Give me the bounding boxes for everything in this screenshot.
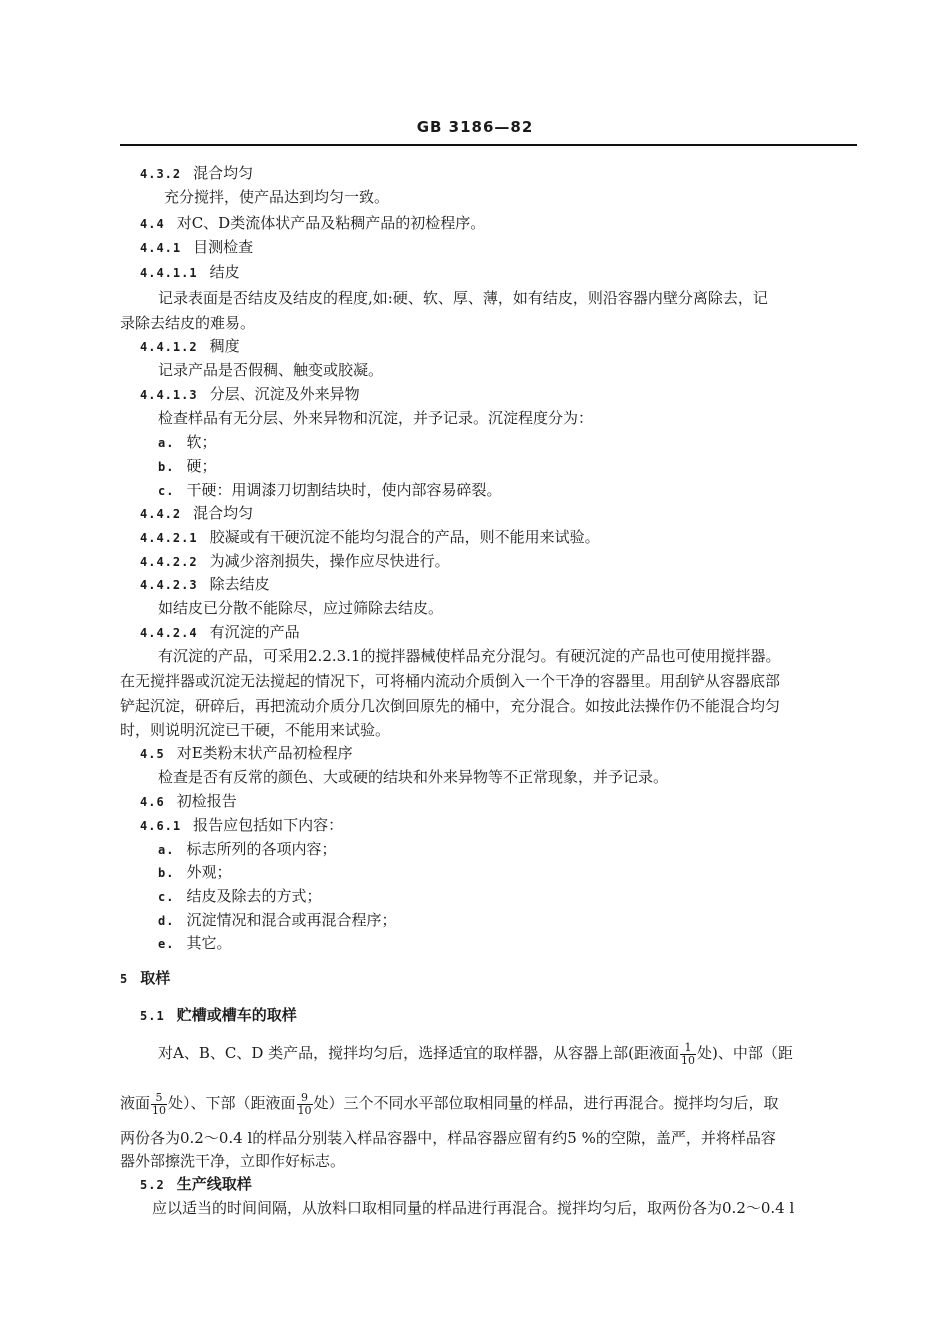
list-item <box>158 456 216 477</box>
section-number: 5.2 <box>140 1178 165 1192</box>
text-run: 处）三个不同水平部位取相同量的样品，进行再混合。搅拌均匀后，取 <box>313 1094 779 1112</box>
section-title: 有沉淀的产品 <box>209 623 300 641</box>
list-text: 沉淀情况和混合或再混合程序； <box>186 911 397 929</box>
paragraph: 在无搅拌器或沉淀无法搅起的情况下，可将桶内流动介质倒入一个干净的容器里。用刮铲从容器底部 <box>120 672 781 690</box>
section-4-5-heading <box>140 743 353 764</box>
section-4-4-2-heading <box>140 503 253 524</box>
paragraph: 检查样品有无分层、外来异物和沉淀，并予记录。沉淀程度分为： <box>158 409 594 427</box>
paragraph: 器外部擦洗干净，立即作好标志。 <box>120 1152 346 1170</box>
section-4-3-2-heading <box>140 163 253 184</box>
section-title: 分层、沉淀及外来异物 <box>209 385 360 403</box>
fraction-numerator: 1 <box>680 1042 696 1055</box>
list-label: e. <box>158 937 175 951</box>
list-label: b. <box>158 866 175 880</box>
fraction-denominator: 10 <box>152 1103 167 1117</box>
fraction-numerator: 5 <box>151 1092 167 1105</box>
section-title: 贮槽或槽车的取样 <box>176 1006 297 1024</box>
list-item <box>158 432 216 453</box>
paragraph: 记录表面是否结皮及结皮的程度,如:硬、软、厚、薄，如有结皮，则沿容器内壁分离除去，记 <box>158 289 768 307</box>
section-4-4-2-2-heading <box>140 551 450 572</box>
section-title: 生产线取样 <box>176 1175 252 1193</box>
document-header: GB 3186—82 <box>416 118 534 136</box>
list-text: 硬； <box>186 457 217 475</box>
paragraph: 记录产品是否假稠、触变或胶凝。 <box>158 361 384 379</box>
list-item <box>158 886 321 907</box>
fraction-denominator: 10 <box>680 1053 695 1067</box>
section-4-4-1-1-heading <box>140 262 240 283</box>
list-text: 标志所列的各项内容； <box>186 840 337 858</box>
paragraph <box>120 1088 779 1118</box>
fraction <box>297 1092 313 1117</box>
section-title: 胶凝或有干硬沉淀不能均匀混合的产品，则不能用来试验。 <box>209 528 600 546</box>
section-4-6-1-heading <box>140 815 343 836</box>
section-5-2-heading <box>140 1174 252 1195</box>
section-number: 4.4.1.1 <box>140 266 198 280</box>
section-number: 4.4.1 <box>140 241 182 255</box>
list-label: c. <box>158 484 175 498</box>
section-number: 4.4 <box>140 217 165 231</box>
list-text: 其它。 <box>186 934 232 952</box>
list-text: 外观； <box>186 863 232 881</box>
section-title: 稠度 <box>209 337 240 355</box>
section-title: 为减少溶剂损失，操作应尽快进行。 <box>209 552 450 570</box>
fraction-denominator: 10 <box>297 1103 312 1117</box>
section-4-4-1-2-heading <box>140 336 240 357</box>
section-number: 4.4.2.2 <box>140 555 198 569</box>
section-number: 4.6.1 <box>140 819 182 833</box>
text-run: 对A、B、C、D 类产品，搅拌均匀后，选择适宜的取样器，从容器上部(距液面 <box>158 1044 679 1062</box>
list-label: b. <box>158 460 175 474</box>
list-label: a. <box>158 436 175 450</box>
section-number: 4.3.2 <box>140 167 182 181</box>
text-run: 处)、中部（距 <box>696 1044 793 1062</box>
paragraph: 充分搅拌，使产品达到均匀一致。 <box>164 188 390 206</box>
section-5-heading <box>120 968 170 989</box>
section-5-1-heading <box>140 1005 297 1026</box>
section-number: 4.4.1.2 <box>140 340 198 354</box>
list-item <box>158 933 231 954</box>
section-number: 4.6 <box>140 795 165 809</box>
list-text: 干硬：用调漆刀切割结块时，使内部容易碎裂。 <box>186 481 502 499</box>
section-4-4-2-1-heading <box>140 527 600 548</box>
section-4-4-2-3-heading <box>140 574 270 595</box>
list-item <box>158 480 501 501</box>
paragraph: 有沉淀的产品，可采用2.2.3.1的搅拌器械使样品充分混匀。有硬沉淀的产品也可使用搅拌器。 <box>158 647 781 665</box>
fraction-numerator: 9 <box>297 1092 313 1105</box>
section-number: 4.5 <box>140 747 165 761</box>
text-run: 处）、下部（距液面 <box>168 1094 296 1112</box>
paragraph: 两份各为0.2～0.4 l的样品分别装入样品容器中，样品容器应留有约5 %的空隙，盖严，并将样品容 <box>120 1129 776 1147</box>
paragraph: 录除去结皮的难易。 <box>120 314 256 332</box>
list-text: 软； <box>186 433 217 451</box>
section-4-6-heading <box>140 791 237 812</box>
paragraph: 时，则说明沉淀已干硬，不能用来试验。 <box>120 721 391 739</box>
section-4-4-2-4-heading <box>140 622 300 643</box>
section-number: 4.4.2.3 <box>140 578 198 592</box>
paragraph <box>158 1038 793 1068</box>
section-number: 5 <box>120 972 129 986</box>
list-item <box>158 839 336 860</box>
section-number: 4.4.2.1 <box>140 531 198 545</box>
section-number: 4.4.2 <box>140 507 182 521</box>
section-title: 取样 <box>140 969 171 987</box>
list-label: a. <box>158 843 175 857</box>
section-title: 报告应包括如下内容： <box>193 816 344 834</box>
paragraph: 检查是否有反常的颜色、大或硬的结块和外来异物等不正常现象，并予记录。 <box>158 768 669 786</box>
list-item <box>158 910 396 931</box>
fraction <box>680 1042 696 1067</box>
paragraph: 铲起沉淀，研碎后，再把流动介质分几次倒回原先的桶中，充分混合。如按此法操作仍不能混合均匀 <box>120 697 781 715</box>
section-4-4-heading <box>140 213 485 234</box>
list-text: 结皮及除去的方式； <box>186 887 322 905</box>
section-title: 除去结皮 <box>209 575 270 593</box>
section-number: 4.4.2.4 <box>140 626 198 640</box>
list-label: d. <box>158 914 175 928</box>
section-title: 混合均匀 <box>193 504 254 522</box>
header-rule <box>120 144 857 146</box>
section-title: 混合均匀 <box>193 164 254 182</box>
fraction <box>151 1092 167 1117</box>
paragraph: 如结皮已分散不能除尽，应过筛除去结皮。 <box>158 599 444 617</box>
list-label: c. <box>158 890 175 904</box>
text-run: 液面 <box>120 1094 151 1112</box>
section-4-4-1-3-heading <box>140 384 360 405</box>
section-number: 5.1 <box>140 1009 165 1023</box>
section-title: 目测检查 <box>193 238 254 256</box>
section-4-4-1-heading <box>140 237 253 258</box>
section-title: 结皮 <box>209 263 240 281</box>
paragraph: 应以适当的时间间隔，从放料口取相同量的样品进行再混合。搅拌均匀后，取两份各为0.2～0.4 l <box>152 1199 795 1217</box>
section-number: 4.4.1.3 <box>140 388 198 402</box>
section-title: 初检报告 <box>176 792 237 810</box>
section-title: 对C、D类流体状产品及粘稠产品的初检程序。 <box>176 214 486 232</box>
section-title: 对E类粉末状产品初检程序 <box>176 744 353 762</box>
list-item <box>158 862 231 883</box>
